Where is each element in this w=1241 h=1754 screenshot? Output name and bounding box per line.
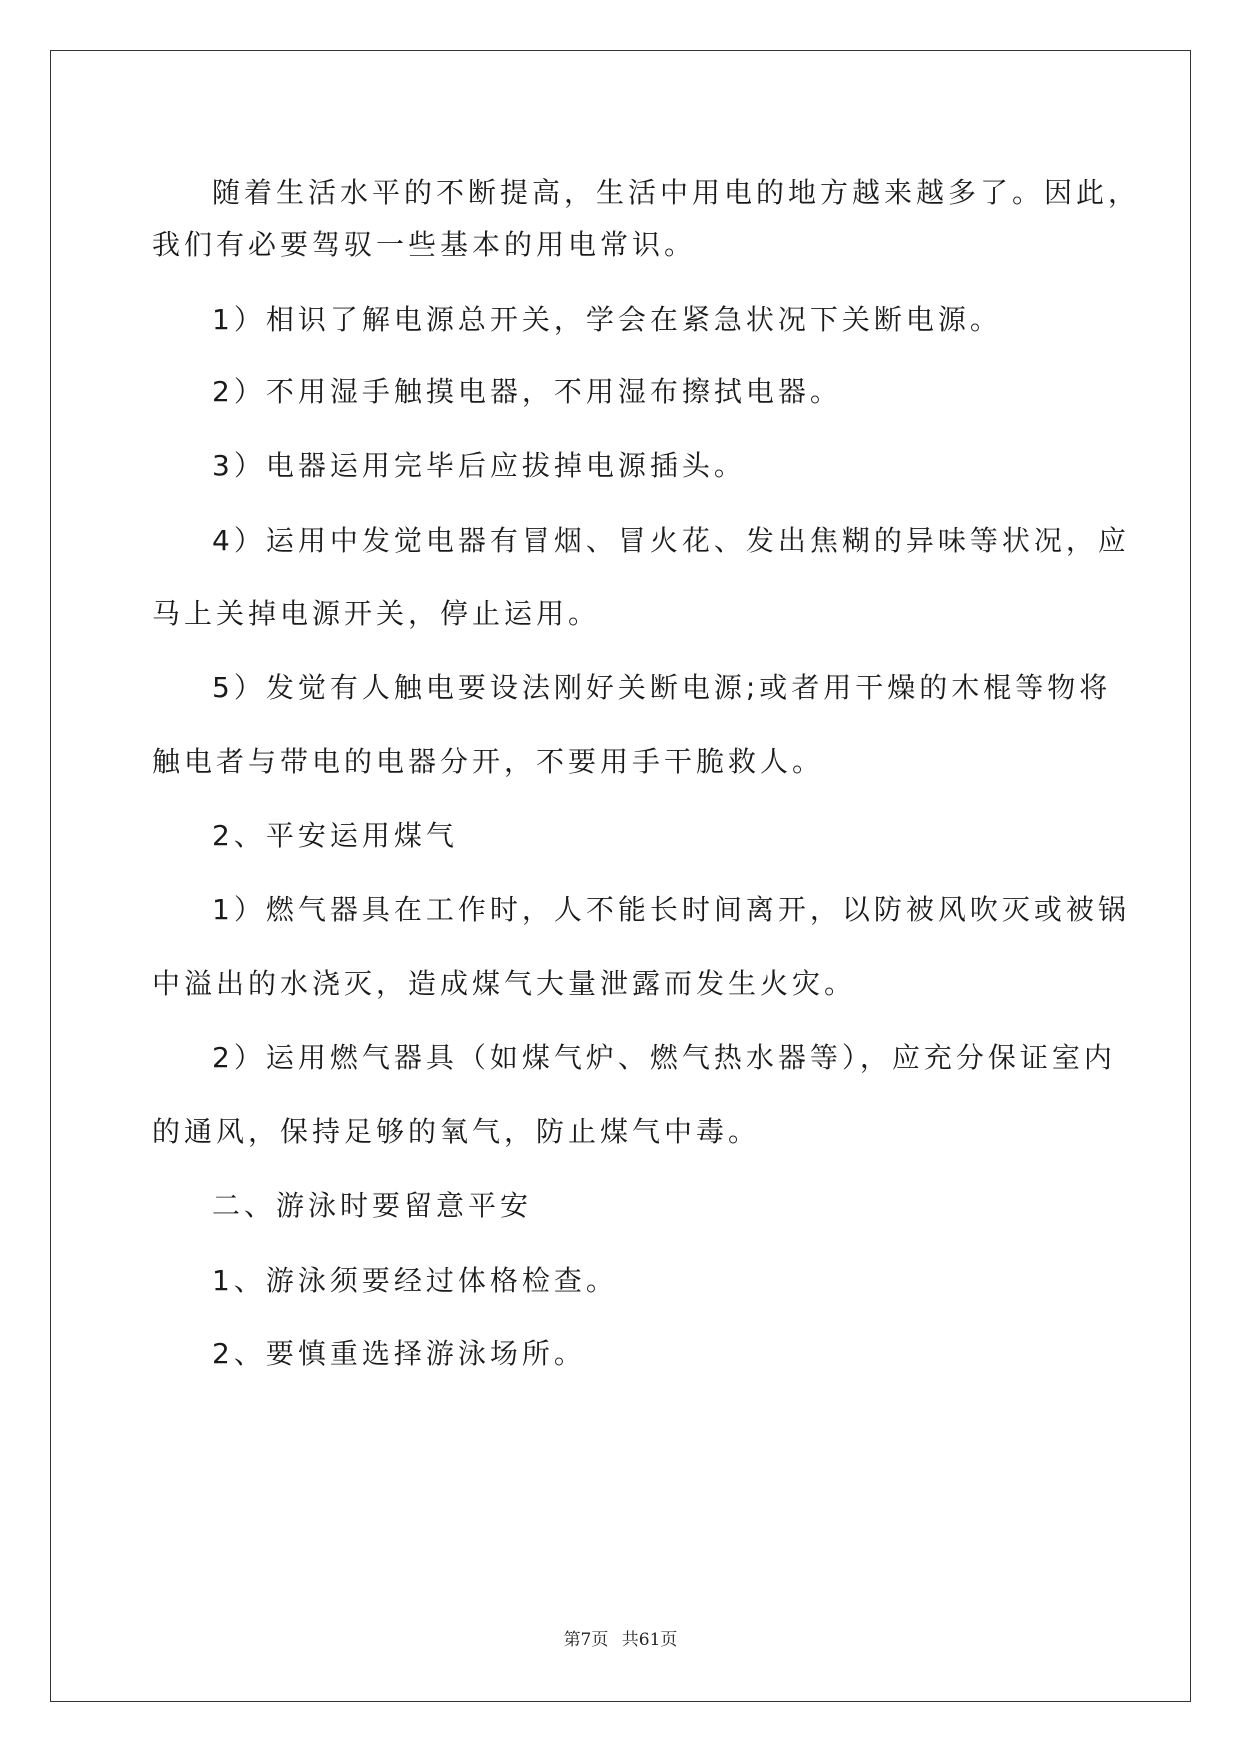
paragraph-line: 1、游泳须要经过体格检查。: [212, 1264, 618, 1297]
paragraph-line: 2）不用湿手触摸电器，不用湿布擦拭电器。: [212, 375, 842, 408]
section-heading: 二、游泳时要留意平安: [212, 1189, 533, 1222]
paragraph-line: 5）发觉有人触电要设法刚好关断电源;或者用干燥的木棍等物将: [212, 671, 1112, 704]
section-heading: 2、平安运用煤气: [212, 819, 458, 852]
paragraph-line: 我们有必要驾驭一些基本的用电常识。: [152, 228, 697, 261]
paragraph-line: 中溢出的水浇灭，造成煤气大量泄露而发生火灾。: [152, 967, 857, 1000]
paragraph-line: 3）电器运用完毕后应拔掉电源插头。: [212, 449, 746, 482]
current-page-label: 第7页: [563, 1630, 609, 1650]
paragraph-line: 2、要慎重选择游泳场所。: [212, 1337, 586, 1370]
total-pages-label: 共61页: [621, 1630, 678, 1650]
paragraph-line: 触电者与带电的电器分开，不要用手干脆救人。: [152, 745, 825, 778]
paragraph-line: 2）运用燃气器具（如煤气炉、燃气热水器等），应充分保证室内: [212, 1041, 1116, 1074]
paragraph-line: 4）运用中发觉电器有冒烟、冒火花、发出焦糊的异味等状况，应: [212, 524, 1130, 557]
paragraph-line: 随着生活水平的不断提高，生活中用电的地方越来越多了。因此，: [212, 176, 1141, 209]
paragraph-line: 的通风，保持足够的氧气，防止煤气中毒。: [152, 1115, 761, 1148]
page-frame: [50, 50, 1191, 1702]
page-footer: [0, 1625, 1241, 1650]
paragraph-line: 1）燃气器具在工作时，人不能长时间离开，以防被风吹灭或被锅: [212, 893, 1130, 926]
paragraph-line: 马上关掉电源开关，停止运用。: [152, 597, 601, 630]
paragraph-line: 1）相识了解电源总开关，学会在紧急状况下关断电源。: [212, 303, 1002, 336]
